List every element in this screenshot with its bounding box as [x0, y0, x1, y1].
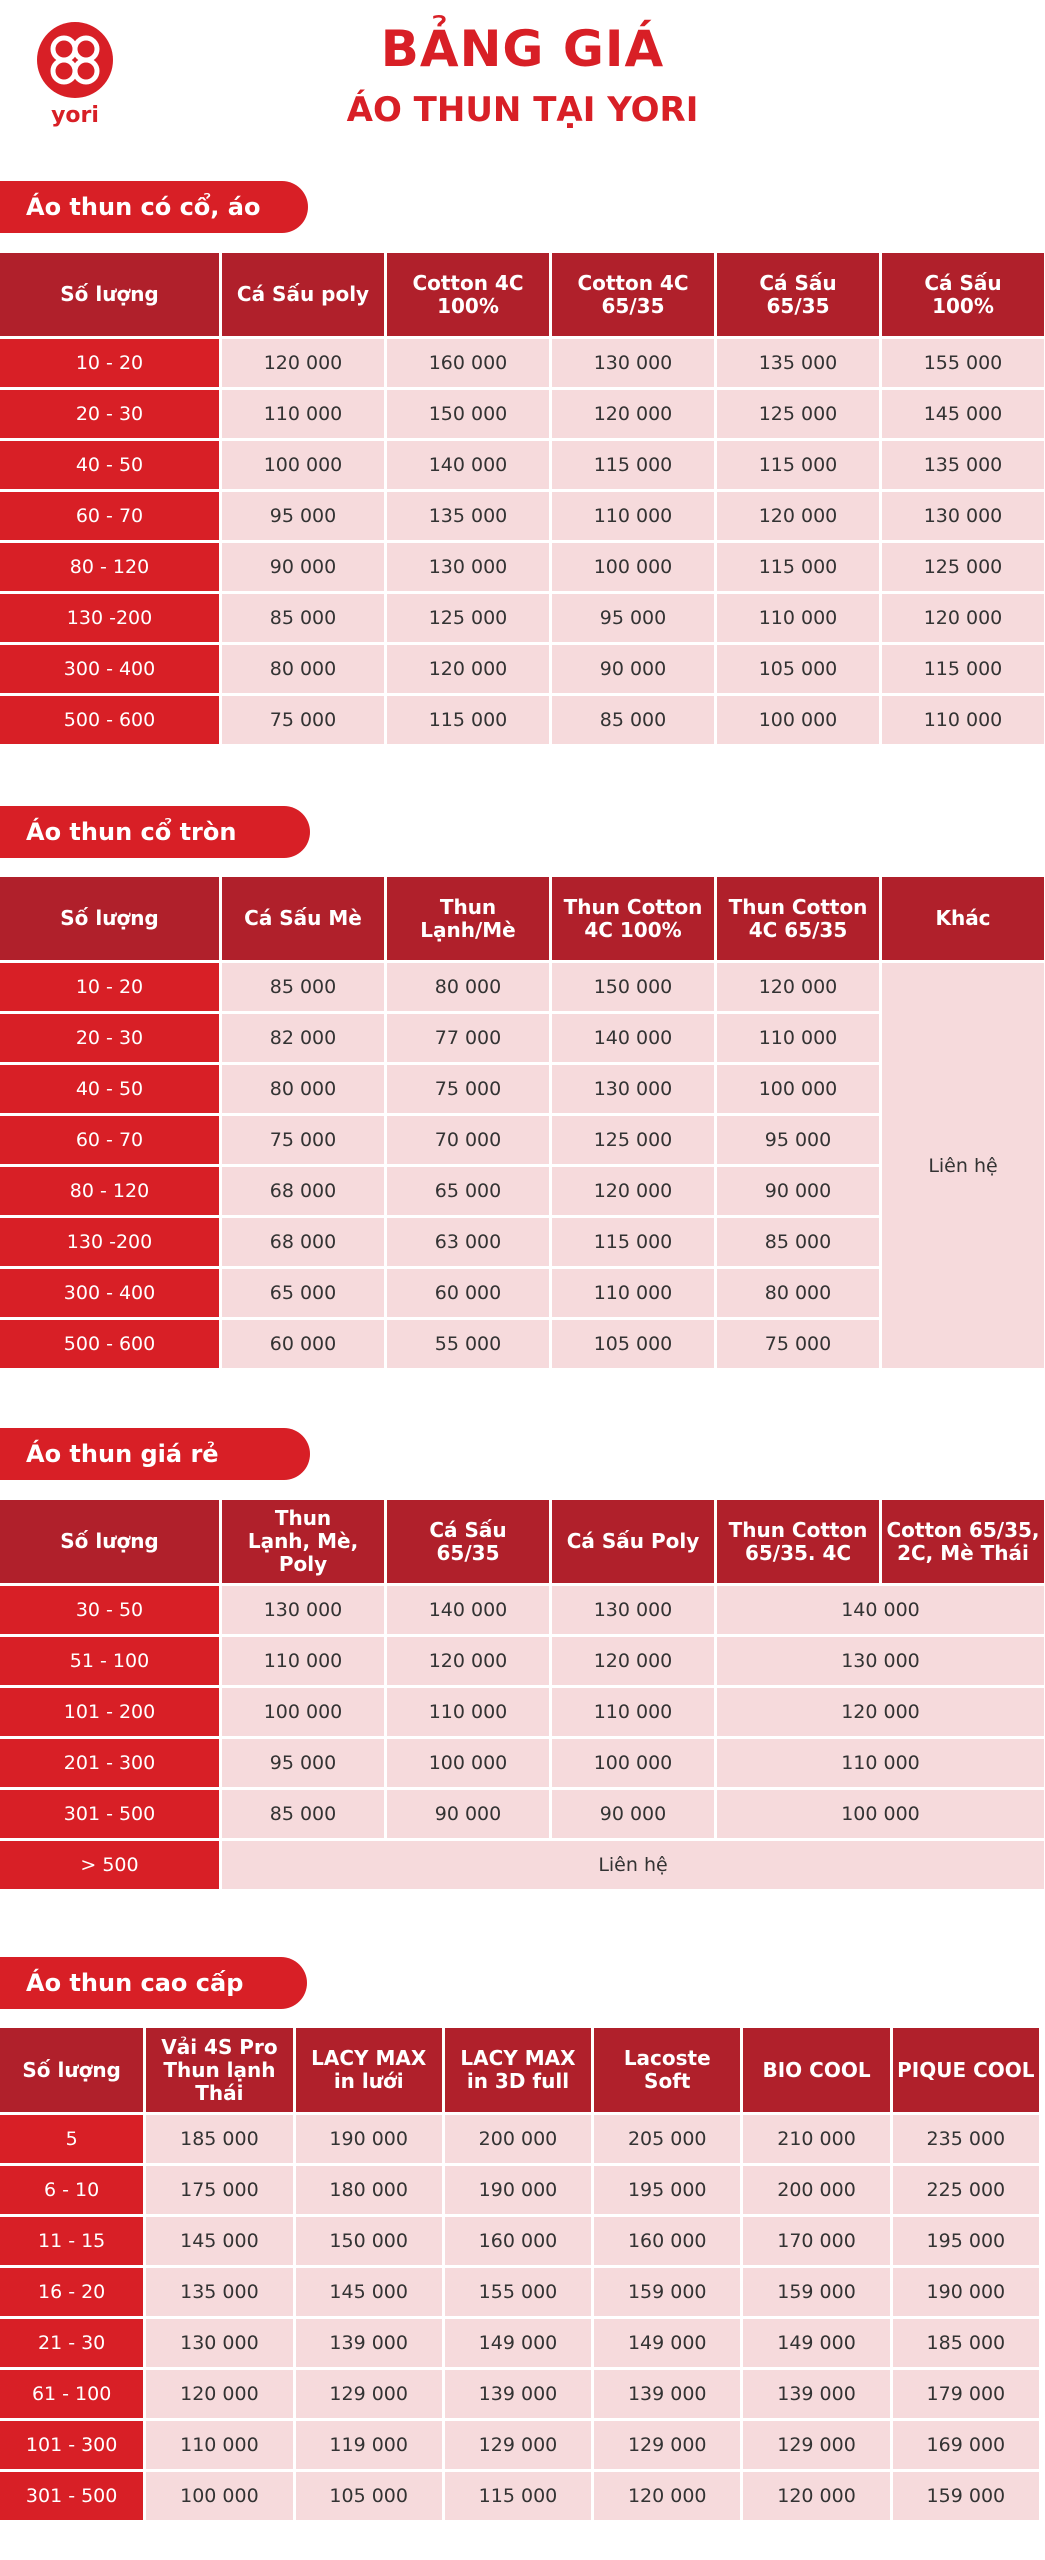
contact-note-cell: Liên hệ [882, 963, 1044, 1368]
price-cell: 130 000 [552, 339, 714, 387]
price-cell: 140 000 [387, 1586, 549, 1634]
quantity-cell: 61 - 100 [0, 2370, 143, 2418]
column-header: Cá Sấu 65/35 [717, 253, 879, 336]
price-cell: 115 000 [882, 645, 1044, 693]
price-cell: 90 000 [387, 1790, 549, 1838]
price-cell: 140 000 [552, 1014, 714, 1062]
price-table-premium [0, 2025, 1042, 2523]
quantity-cell: 40 - 50 [0, 441, 219, 489]
price-cell: 110 000 [717, 1014, 879, 1062]
price-cell: 179 000 [893, 2370, 1039, 2418]
price-cell: 65 000 [222, 1269, 384, 1317]
table-row [0, 2421, 1039, 2469]
price-cell: 205 000 [594, 2115, 740, 2163]
column-header: Vải 4S Pro Thun lạnh Thái [146, 2028, 292, 2112]
price-cell: 90 000 [717, 1167, 879, 1215]
price-cell: 129 000 [594, 2421, 740, 2469]
price-cell: 120 000 [552, 1637, 714, 1685]
price-cell: 130 000 [222, 1586, 384, 1634]
price-cell: 135 000 [882, 441, 1044, 489]
quantity-cell: 30 - 50 [0, 1586, 219, 1634]
quantity-cell: 101 - 200 [0, 1688, 219, 1736]
table-row [0, 2217, 1039, 2265]
price-cell: 139 000 [743, 2370, 889, 2418]
price-cell: 85 000 [222, 963, 384, 1011]
page-subtitle: ÁO THUN TẠI YORI [346, 90, 699, 130]
column-header-quantity: Số lượng [0, 2028, 143, 2112]
table-row [0, 1586, 1044, 1634]
column-header: BIO COOL [743, 2028, 889, 2112]
price-cell: 115 000 [387, 696, 549, 744]
price-cell: 149 000 [743, 2319, 889, 2367]
price-cell: 139 000 [445, 2370, 591, 2418]
quantity-cell: 20 - 30 [0, 1014, 219, 1062]
quantity-cell: 11 - 15 [0, 2217, 143, 2265]
quantity-cell: 21 - 30 [0, 2319, 143, 2367]
column-header: Thun Cotton 65/35. 4C [717, 1500, 879, 1583]
price-cell: 120 000 [146, 2370, 292, 2418]
quantity-cell: 10 - 20 [0, 339, 219, 387]
price-cell: 70 000 [387, 1116, 549, 1164]
price-cell: 110 000 [882, 696, 1044, 744]
table-header-row [0, 253, 1044, 336]
column-header: LACY MAX in 3D full [445, 2028, 591, 2112]
quantity-cell: 300 - 400 [0, 1269, 219, 1317]
price-cell: 120 000 [717, 1688, 1044, 1736]
column-header: Thun Cotton 4C 65/35 [717, 877, 879, 960]
quantity-cell: 80 - 120 [0, 1167, 219, 1215]
column-header: LACY MAX in lưới [296, 2028, 442, 2112]
price-cell: 145 000 [296, 2268, 442, 2316]
price-cell: 175 000 [146, 2166, 292, 2214]
price-cell: 63 000 [387, 1218, 549, 1266]
column-header: Cotton 65/35, 2C, Mè Thái [882, 1500, 1044, 1583]
price-cell: 130 000 [387, 543, 549, 591]
quantity-cell: 500 - 600 [0, 1320, 219, 1368]
price-cell: 120 000 [594, 2472, 740, 2520]
price-cell: 160 000 [387, 339, 549, 387]
price-cell: 149 000 [594, 2319, 740, 2367]
table-row [0, 2472, 1039, 2520]
price-table-cheap [0, 1497, 1045, 1892]
section-title-cheap: Áo thun giá rẻ [0, 1428, 310, 1480]
price-cell: 150 000 [552, 963, 714, 1011]
price-cell: 119 000 [296, 2421, 442, 2469]
price-cell: 145 000 [146, 2217, 292, 2265]
price-cell: 100 000 [146, 2472, 292, 2520]
quantity-cell: 80 - 120 [0, 543, 219, 591]
quantity-cell: 16 - 20 [0, 2268, 143, 2316]
quantity-cell: 6 - 10 [0, 2166, 143, 2214]
price-cell: 185 000 [893, 2319, 1039, 2367]
table-row [0, 594, 1044, 642]
price-cell: 135 000 [387, 492, 549, 540]
price-cell: 120 000 [222, 339, 384, 387]
price-cell: 55 000 [387, 1320, 549, 1368]
price-cell: 170 000 [743, 2217, 889, 2265]
price-cell: 190 000 [893, 2268, 1039, 2316]
table-row [0, 696, 1044, 744]
quantity-cell: 101 - 300 [0, 2421, 143, 2469]
price-cell: 160 000 [594, 2217, 740, 2265]
price-cell: 90 000 [222, 543, 384, 591]
price-cell: 110 000 [222, 1637, 384, 1685]
price-table-round-neck [0, 874, 1045, 1371]
price-cell: 105 000 [552, 1320, 714, 1368]
price-cell: 68 000 [222, 1167, 384, 1215]
price-cell: 139 000 [296, 2319, 442, 2367]
column-header: Cá Sấu 100% [882, 253, 1044, 336]
price-cell: 110 000 [717, 594, 879, 642]
table-row [0, 543, 1044, 591]
price-cell: 85 000 [222, 594, 384, 642]
quantity-cell: 10 - 20 [0, 963, 219, 1011]
table-header-row [0, 2028, 1039, 2112]
price-cell: 85 000 [717, 1218, 879, 1266]
price-cell: 149 000 [445, 2319, 591, 2367]
price-cell: 85 000 [552, 696, 714, 744]
price-cell: 75 000 [717, 1320, 879, 1368]
price-cell: 120 000 [552, 390, 714, 438]
price-cell: 120 000 [717, 492, 879, 540]
price-cell: 130 000 [882, 492, 1044, 540]
table-header-row [0, 1500, 1044, 1583]
price-cell: 100 000 [222, 441, 384, 489]
section-title-round-neck: Áo thun cổ tròn [0, 806, 310, 858]
price-cell: 150 000 [296, 2217, 442, 2265]
price-cell: 125 000 [717, 390, 879, 438]
quantity-cell: 60 - 70 [0, 1116, 219, 1164]
price-cell: 120 000 [387, 1637, 549, 1685]
price-cell: 110 000 [552, 1688, 714, 1736]
table-header-row [0, 877, 1044, 960]
quantity-cell: 20 - 30 [0, 390, 219, 438]
price-cell: 95 000 [222, 492, 384, 540]
quantity-cell: > 500 [0, 1841, 219, 1889]
price-cell: 180 000 [296, 2166, 442, 2214]
table-row [0, 390, 1044, 438]
column-header: Thun Lạnh/Mè [387, 877, 549, 960]
quantity-cell: 5 [0, 2115, 143, 2163]
price-cell: 100 000 [717, 696, 879, 744]
price-cell: 100 000 [387, 1739, 549, 1787]
price-cell: 140 000 [387, 441, 549, 489]
price-cell: 82 000 [222, 1014, 384, 1062]
price-cell: 100 000 [552, 1739, 714, 1787]
column-header-quantity: Số lượng [0, 877, 219, 960]
column-header: PIQUE COOL [893, 2028, 1039, 2112]
price-cell: 75 000 [387, 1065, 549, 1113]
price-cell: 129 000 [743, 2421, 889, 2469]
price-cell: 65 000 [387, 1167, 549, 1215]
price-cell: 115 000 [552, 1218, 714, 1266]
price-cell: 115 000 [445, 2472, 591, 2520]
price-cell: 110 000 [552, 492, 714, 540]
price-cell: 85 000 [222, 1790, 384, 1838]
table-row [0, 1790, 1044, 1838]
price-cell: 130 000 [552, 1586, 714, 1634]
price-cell: 185 000 [146, 2115, 292, 2163]
price-cell: 60 000 [222, 1320, 384, 1368]
column-header: Cotton 4C 65/35 [552, 253, 714, 336]
price-cell: 115 000 [552, 441, 714, 489]
price-cell: 60 000 [387, 1269, 549, 1317]
price-cell: 200 000 [743, 2166, 889, 2214]
price-cell: 120 000 [882, 594, 1044, 642]
price-cell: 195 000 [893, 2217, 1039, 2265]
price-cell: 169 000 [893, 2421, 1039, 2469]
price-cell: 95 000 [222, 1739, 384, 1787]
page-header [0, 0, 1045, 160]
price-cell: 95 000 [717, 1116, 879, 1164]
column-header: Cá Sấu poly [222, 253, 384, 336]
price-cell: 195 000 [594, 2166, 740, 2214]
column-header: Cá Sấu Poly [552, 1500, 714, 1583]
quantity-cell: 130 -200 [0, 1218, 219, 1266]
quantity-cell: 301 - 500 [0, 2472, 143, 2520]
table-row [0, 339, 1044, 387]
price-cell: 145 000 [882, 390, 1044, 438]
price-cell: 135 000 [146, 2268, 292, 2316]
price-cell: 100 000 [717, 1790, 1044, 1838]
table-row [0, 963, 1044, 1011]
price-cell: 120 000 [387, 645, 549, 693]
section-title-premium: Áo thun cao cấp [0, 1957, 307, 2009]
quantity-cell: 201 - 300 [0, 1739, 219, 1787]
price-cell: 110 000 [387, 1688, 549, 1736]
table-row [0, 2319, 1039, 2367]
price-cell: 120 000 [717, 963, 879, 1011]
price-cell: 120 000 [743, 2472, 889, 2520]
table-row [0, 2115, 1039, 2163]
table-row [0, 1739, 1044, 1787]
column-header: Khác [882, 877, 1044, 960]
price-cell: 80 000 [387, 963, 549, 1011]
table-row [0, 1688, 1044, 1736]
price-table-polo [0, 250, 1045, 747]
page-title: BẢNG GIÁ [380, 20, 665, 78]
price-cell: 110 000 [146, 2421, 292, 2469]
price-cell: 115 000 [717, 441, 879, 489]
table-row [0, 2370, 1039, 2418]
price-cell: 100 000 [552, 543, 714, 591]
column-header: Cá Sấu Mè [222, 877, 384, 960]
price-cell: 160 000 [445, 2217, 591, 2265]
price-cell: 135 000 [717, 339, 879, 387]
quantity-cell: 51 - 100 [0, 1637, 219, 1685]
price-cell: 210 000 [743, 2115, 889, 2163]
price-cell: 125 000 [552, 1116, 714, 1164]
quantity-cell: 301 - 500 [0, 1790, 219, 1838]
price-cell: 120 000 [552, 1167, 714, 1215]
column-header: Cá Sấu 65/35 [387, 1500, 549, 1583]
table-row [0, 2166, 1039, 2214]
price-cell: 159 000 [743, 2268, 889, 2316]
table-row [0, 645, 1044, 693]
column-header: Thun Lạnh, Mè, Poly [222, 1500, 384, 1583]
table-row [0, 1637, 1044, 1685]
price-cell: 155 000 [882, 339, 1044, 387]
quantity-cell: 300 - 400 [0, 645, 219, 693]
section-title-polo: Áo thun có cổ, áo [0, 181, 308, 233]
price-cell: 75 000 [222, 696, 384, 744]
price-cell: 110 000 [222, 390, 384, 438]
column-header: Thun Cotton 4C 100% [552, 877, 714, 960]
price-cell: 155 000 [445, 2268, 591, 2316]
price-cell: 80 000 [717, 1269, 879, 1317]
table-row [0, 492, 1044, 540]
column-header: Lacoste Soft [594, 2028, 740, 2112]
price-cell: 100 000 [717, 1065, 879, 1113]
table-row [0, 2268, 1039, 2316]
table-row [0, 441, 1044, 489]
price-cell: 125 000 [882, 543, 1044, 591]
logo-text: yori [51, 103, 99, 128]
price-cell: 90 000 [552, 1790, 714, 1838]
price-cell: 139 000 [594, 2370, 740, 2418]
price-cell: 225 000 [893, 2166, 1039, 2214]
price-cell: 90 000 [552, 645, 714, 693]
price-cell: 110 000 [717, 1739, 1044, 1787]
price-cell: 95 000 [552, 594, 714, 642]
price-cell: 75 000 [222, 1116, 384, 1164]
price-cell: 68 000 [222, 1218, 384, 1266]
price-cell: 190 000 [296, 2115, 442, 2163]
price-cell: 100 000 [222, 1688, 384, 1736]
price-cell: 130 000 [146, 2319, 292, 2367]
price-cell: 150 000 [387, 390, 549, 438]
price-cell: 105 000 [296, 2472, 442, 2520]
price-cell: 129 000 [296, 2370, 442, 2418]
price-cell: 190 000 [445, 2166, 591, 2214]
quantity-cell: 130 -200 [0, 594, 219, 642]
table-row [0, 1841, 1044, 1889]
price-cell: 130 000 [552, 1065, 714, 1113]
price-cell: 129 000 [445, 2421, 591, 2469]
quantity-cell: 500 - 600 [0, 696, 219, 744]
price-cell: 77 000 [387, 1014, 549, 1062]
column-header-quantity: Số lượng [0, 1500, 219, 1583]
column-header: Cotton 4C 100% [387, 253, 549, 336]
price-cell: 130 000 [717, 1637, 1044, 1685]
quantity-cell: 40 - 50 [0, 1065, 219, 1113]
price-cell: 159 000 [594, 2268, 740, 2316]
contact-note-cell: Liên hệ [222, 1841, 1044, 1889]
price-cell: 115 000 [717, 543, 879, 591]
price-cell: 235 000 [893, 2115, 1039, 2163]
price-cell: 140 000 [717, 1586, 1044, 1634]
price-cell: 200 000 [445, 2115, 591, 2163]
price-cell: 110 000 [552, 1269, 714, 1317]
price-cell: 159 000 [893, 2472, 1039, 2520]
price-cell: 80 000 [222, 645, 384, 693]
quantity-cell: 60 - 70 [0, 492, 219, 540]
price-cell: 125 000 [387, 594, 549, 642]
price-cell: 80 000 [222, 1065, 384, 1113]
column-header-quantity: Số lượng [0, 253, 219, 336]
price-cell: 105 000 [717, 645, 879, 693]
